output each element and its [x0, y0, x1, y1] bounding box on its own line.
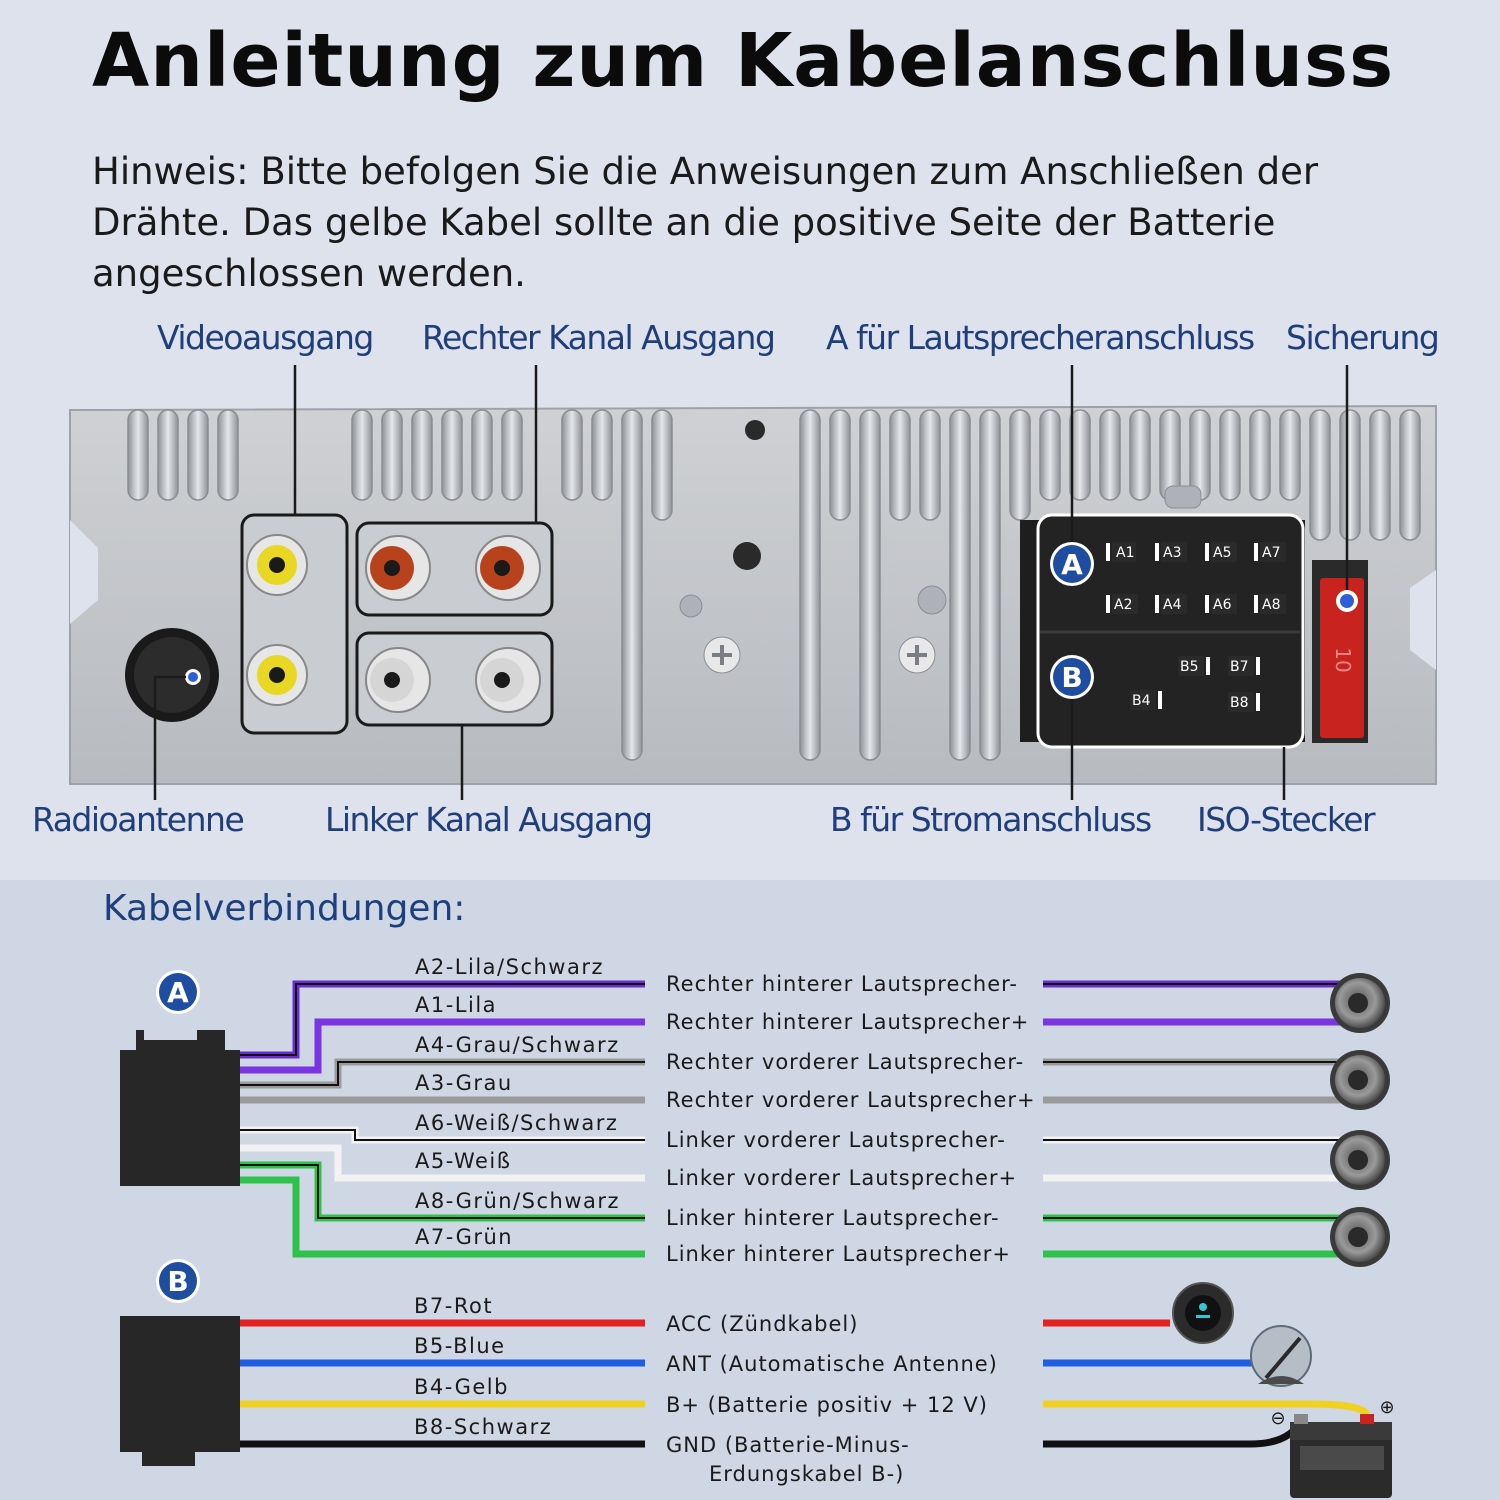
group-a-badge [156, 970, 200, 1014]
svg-text:A7: A7 [1262, 545, 1281, 561]
cooling-fin [562, 410, 582, 500]
wire-a-description: Rechter vorderer Lautsprecher+ [666, 1088, 1036, 1112]
fuse-rating: 10 [1331, 647, 1355, 673]
cooling-fin [1310, 410, 1330, 540]
wire-a-label: A1-Lila [415, 993, 498, 1017]
cooling-fin [128, 410, 148, 500]
cooling-fin [218, 410, 238, 500]
wire-a-label: A5-Weiß [415, 1149, 512, 1173]
svg-text:B5: B5 [1180, 659, 1199, 675]
wire-b-label: B8-Schwarz [414, 1415, 553, 1439]
wire-a-label: A8-Grün/Schwarz [415, 1189, 621, 1213]
svg-text:A6: A6 [1213, 597, 1232, 613]
cooling-fin [1220, 410, 1240, 500]
speaker-icon [1330, 1130, 1390, 1190]
screw-left [704, 637, 740, 673]
wire-a-description: Linker hinterer Lautsprecher- [666, 1206, 1000, 1230]
wire-b-description: B+ (Batterie positiv + 12 V) [666, 1393, 988, 1417]
wire-b-description: GND (Batterie-Minus- [666, 1433, 910, 1457]
svg-text:A2: A2 [1114, 597, 1133, 613]
svg-text:A1: A1 [1116, 545, 1135, 561]
wire-b-right [1043, 1420, 1301, 1444]
svg-text:A4: A4 [1163, 597, 1182, 613]
svg-text:B7: B7 [1230, 659, 1249, 675]
cooling-fin [1370, 410, 1390, 540]
wire-a-label: A6-Weiß/Schwarz [415, 1111, 619, 1135]
wire-b-label: B7-Rot [414, 1294, 494, 1318]
cooling-fin [1100, 410, 1120, 500]
fuse [1312, 560, 1368, 743]
callout-a-speaker: A für Lautsprecheranschluss [826, 318, 1254, 357]
wire-b-right [1043, 1404, 1367, 1414]
cooling-fin [860, 410, 880, 760]
antenna-socket [125, 628, 219, 722]
wire-a-description: Rechter hinterer Lautsprecher+ [666, 1010, 1030, 1034]
svg-text:B8: B8 [1230, 695, 1249, 711]
cooling-fin [1010, 410, 1030, 520]
wire-a-description: Rechter hinterer Lautsprecher- [666, 972, 1019, 996]
cooling-fin [830, 410, 850, 520]
cooling-fin [442, 410, 462, 500]
cooling-fin [1040, 410, 1060, 500]
left-channel-group [357, 633, 552, 725]
battery-icon [1270, 1397, 1394, 1498]
wire-b-description-2: Erdungskabel B-) [709, 1462, 905, 1486]
speaker-icon [1330, 973, 1390, 1033]
svg-text:B: B [167, 1265, 189, 1298]
video-output-group [242, 515, 347, 733]
wire-b-description: ACC (Zündkabel) [666, 1312, 859, 1336]
cooling-fin [1400, 410, 1420, 540]
wire-b-description: ANT (Automatische Antenne) [666, 1352, 998, 1376]
wire-a-description: Rechter vorderer Lautsprecher- [666, 1050, 1025, 1074]
cooling-fin [592, 410, 612, 500]
wire-a-description: Linker vorderer Lautsprecher+ [666, 1166, 1018, 1190]
callout-video-output: Videoausgang [157, 318, 373, 357]
screw-right [899, 637, 935, 673]
wire-a-label: A3-Grau [415, 1071, 513, 1095]
callout-right-channel: Rechter Kanal Ausgang [422, 318, 775, 357]
cooling-fin [1250, 410, 1270, 500]
battery-minus-label: ⊖ [1270, 1408, 1286, 1429]
page-title: Anleitung zum Kabelanschluss [92, 18, 1395, 104]
svg-text:A3: A3 [1163, 545, 1182, 561]
cooling-fin [622, 410, 642, 760]
iso-badge-a: A [1061, 548, 1083, 581]
cooling-fin [188, 410, 208, 500]
wire-b-label: B5-Blue [414, 1334, 506, 1358]
wire-a-label: A7-Grün [415, 1225, 514, 1249]
right-channel-group [357, 523, 552, 615]
wire-a-label: A4-Grau/Schwarz [415, 1033, 620, 1057]
svg-text:A8: A8 [1262, 597, 1281, 613]
cooling-fin [1130, 410, 1150, 500]
callout-left-channel: Linker Kanal Ausgang [325, 800, 652, 839]
cooling-fin [800, 410, 820, 760]
cooling-fin [980, 410, 1000, 760]
wire-a-description: Linker hinterer Lautsprecher+ [666, 1242, 1011, 1266]
cooling-fin [950, 410, 970, 760]
wire-b-label: B4-Gelb [414, 1375, 509, 1399]
wire-a-label: A2-Lila/Schwarz [415, 955, 605, 979]
cooling-fin [472, 410, 492, 500]
connector-a-housing [120, 1030, 240, 1186]
ignition-button-icon [1173, 1283, 1233, 1343]
callout-iso-plug: ISO-Stecker [1197, 800, 1375, 839]
battery-plus-label: ⊕ [1379, 1397, 1395, 1418]
callout-antenna: Radioantenne [32, 800, 244, 839]
group-b-badge [156, 1259, 200, 1303]
cooling-fin [412, 410, 432, 500]
svg-text:B4: B4 [1132, 693, 1151, 709]
group-a-wires [240, 955, 1348, 1266]
connector-b-housing [120, 1316, 240, 1466]
iso-connector [1020, 515, 1305, 747]
cooling-fin [1280, 410, 1300, 500]
speaker-icon [1330, 1050, 1390, 1110]
car-antenna-icon [1251, 1326, 1311, 1386]
iso-badge-b: B [1061, 661, 1083, 694]
callout-fuse: Sicherung [1286, 318, 1439, 357]
wire-a-description: Linker vorderer Lautsprecher- [666, 1128, 1006, 1152]
svg-text:A5: A5 [1213, 545, 1232, 561]
cooling-fin [652, 410, 672, 520]
speaker-icon [1330, 1207, 1390, 1267]
cooling-fin [502, 410, 522, 500]
speakers [1330, 973, 1390, 1267]
cooling-fin [352, 410, 372, 500]
callout-b-power: B für Stromanschluss [830, 800, 1151, 839]
cooling-fin [890, 410, 910, 520]
cooling-fin [382, 410, 402, 500]
cooling-fin [158, 410, 178, 500]
cooling-fin [1340, 410, 1360, 540]
section-title: Kabelverbindungen: [103, 888, 466, 929]
cooling-fin [920, 410, 940, 520]
hint-text: Hinweis: Bitte befolgen Sie die Anweisungen zum Anschließen der Drähte. Das gelbe Kabel sollte an die positive Seite der Batterie angeschlossen werden. [92, 150, 1319, 295]
svg-text:A: A [167, 976, 189, 1009]
